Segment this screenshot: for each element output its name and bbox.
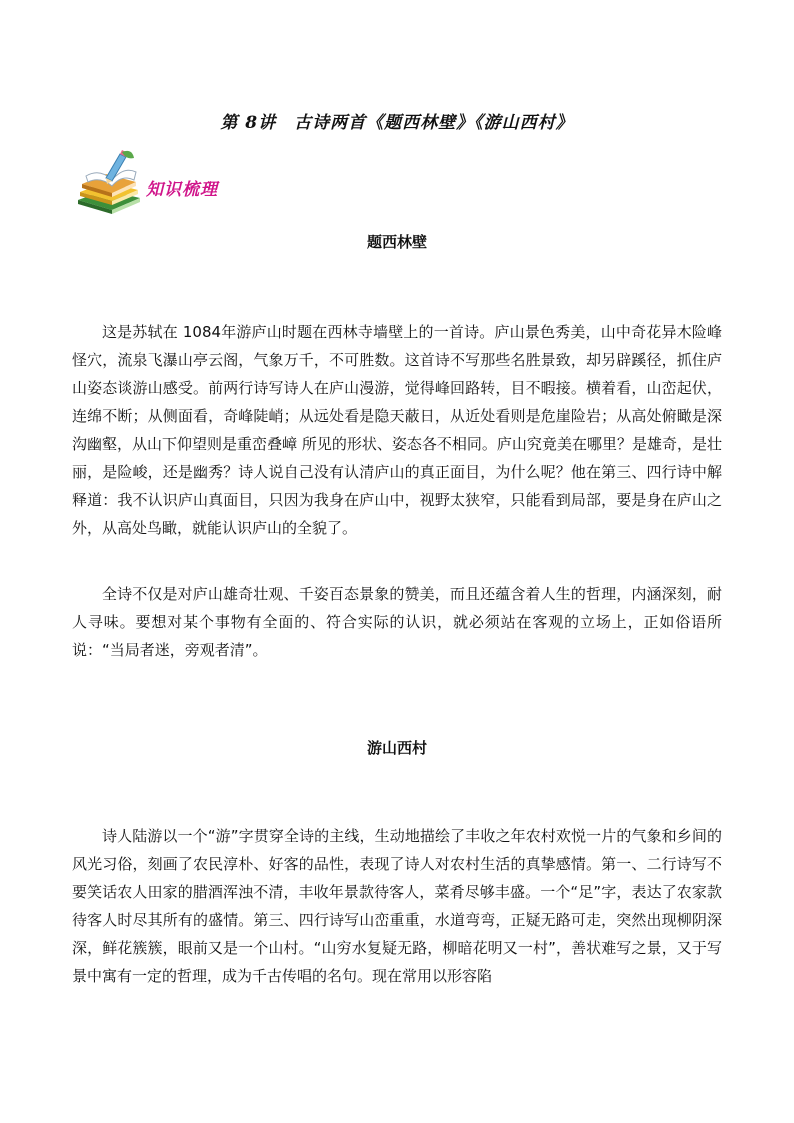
books-pencil-icon (72, 150, 144, 216)
section-1-paragraph-1: 这是苏轼在 1084年游庐山时题在西林寺墙壁上的一首诗。庐山景色秀美，山中奇花异木险峰怪穴，流泉飞瀑山亭云阁，气象万千，不可胜数。这首诗不写那些名胜景致，却另辟蹊径，抓住庐山姿态谈游山感受。前两行诗写诗人在庐山漫游，觉得峰回路转，目不暇接。横着看，山峦起伏，连绵不断；从侧面看，奇峰陡峭；从远处看是隐天蔽日，从近处看则是危崖险岩；从高处俯瞰是深沟幽壑，从山下仰望则是重峦叠嶂 所见的形状、姿态各不相同。庐山究竟美在哪里？是雄奇，是壮丽，是险峻，还是幽秀？诗人说自己没有认清庐山的真正面目，为什么呢？他在第三、四行诗中解释道：我不认识庐山真面目，只因为我身在庐山中，视野太狭窄，只能看到局部，要是身在庐山之外，从高处鸟瞰，就能认识庐山的全貌了。 (72, 323, 722, 537)
section-2-paragraph-1: 诗人陆游以一个“游”字贯穿全诗的主线，生动地描绘了丰收之年农村欢悦一片的气象和乡间的风光习俗，刻画了农民淳朴、好客的品性，表现了诗人对农村生活的真挚感情。第一、二行诗写不要笑话农人田家的腊酒浑浊不清，丰收年景款待客人，菜肴尽够丰盛。一个“足”字，表达了农家款待客人时尽其所有的盛情。第三、四行诗写山峦重重，水道弯弯，正疑无路可走，突然出现柳阴深深，鲜花簇簇，眼前又是一个山村。“山穷水复疑无路，柳暗花明又一村”，善状难写之景，又于写景中寓有一定的哲理，成为千古传唱的名句。现在常用以形容陷 (72, 827, 722, 985)
knowledge-badge (72, 150, 252, 216)
section-title-1: 题西林壁 (366, 233, 427, 251)
section-1-paragraph-2: 全诗不仅是对庐山雄奇壮观、千姿百态景象的赞美，而且还蕴含着人生的哲理，内涵深刻，耐人寻味。要想对某个事物有全面的、符合实际的认识，就必须站在客观的立场上，正如俗语所说：“当局者迷，旁观者清”。 (72, 585, 722, 659)
badge-label: 知识梳理 (146, 180, 218, 200)
section-title-2: 游山西村 (366, 739, 427, 757)
page-title: 第 8讲 古诗两首《题西林壁》《游山西村》 (220, 113, 574, 133)
